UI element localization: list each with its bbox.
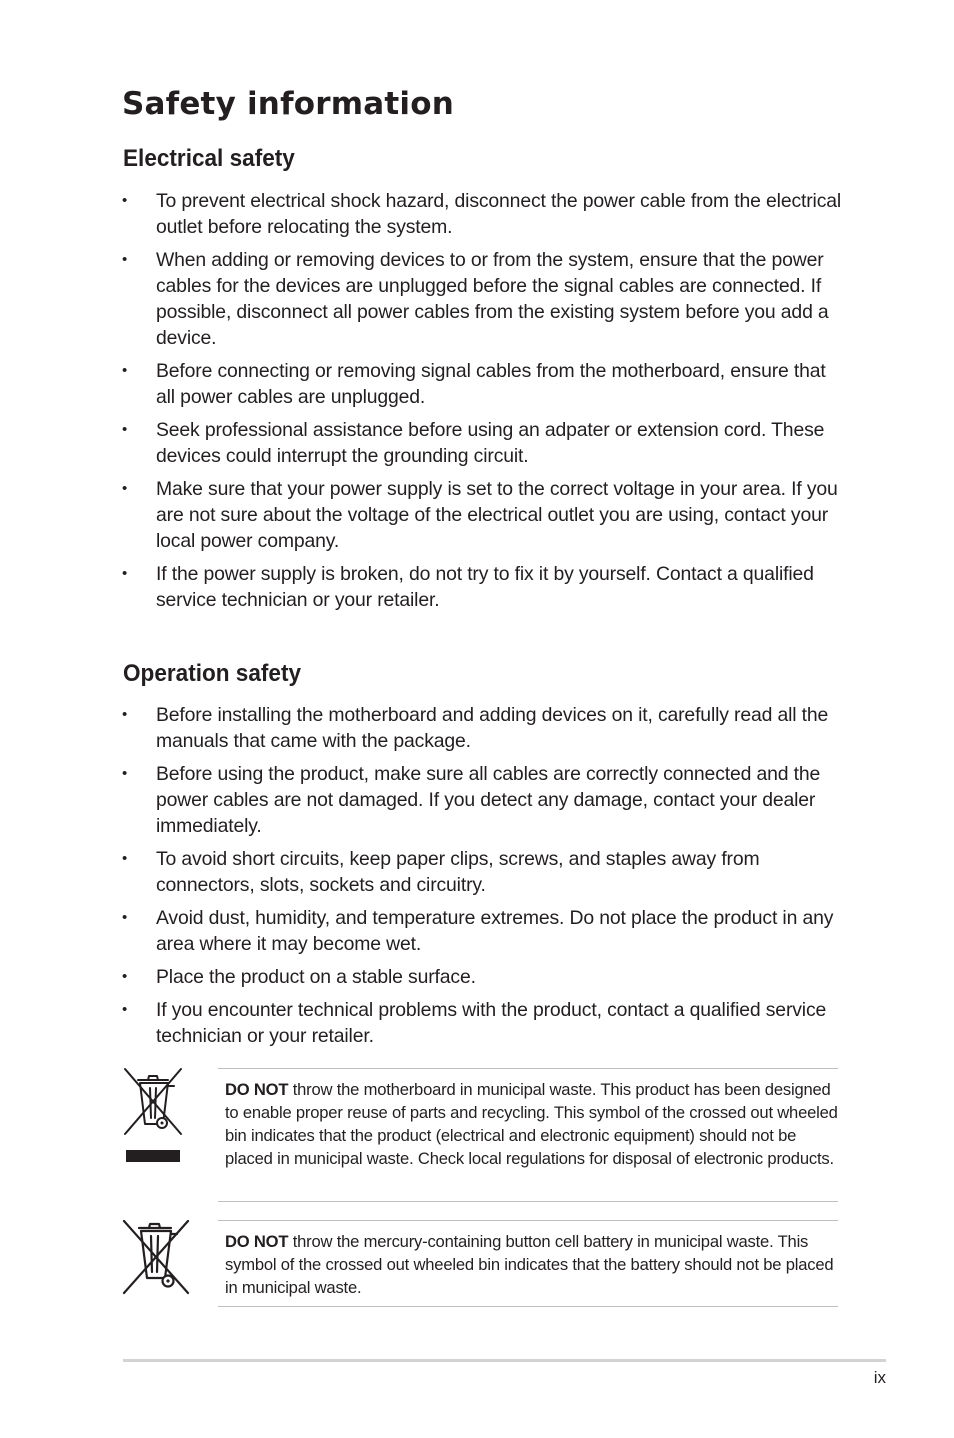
list-item-text: If the power supply is broken, do not try to fix it by yourself. Contact a qualified service technician or your retailer. [156, 563, 814, 611]
list-item-text: Before installing the motherboard and adding devices on it, carefully read all the manuals that came with the package. [156, 704, 829, 752]
list-item [122, 247, 844, 351]
list-item-text: Avoid dust, humidity, and temperature extremes. Do not place the product in any area where it may become wet. [156, 907, 834, 955]
bullet: • [122, 251, 128, 268]
operation-safety-heading: Operation safety [123, 660, 302, 687]
list-item-text: Seek professional assistance before using an adpater or extension cord. These devices could interrupt the grounding circuit. [156, 419, 825, 467]
list-item-text: If you encounter technical problems with the product, contact a qualified service technician or your retailer. [156, 999, 827, 1047]
list-item [122, 476, 844, 554]
list-item [122, 358, 844, 410]
footer-divider [123, 1359, 886, 1362]
page-title: Safety information [122, 86, 454, 122]
list-item [122, 997, 844, 1049]
list-item [122, 188, 844, 240]
list-item [122, 561, 844, 613]
bullet: • [122, 765, 128, 782]
bullet: • [122, 1001, 128, 1018]
crossed-out-wheeled-bin-icon [122, 1066, 184, 1164]
notice-body: throw the mercury-containing button cell battery in municipal waste. This symbol of the crossed out wheeled bin indicates that the battery should not be placed in municipal waste. [225, 1232, 834, 1297]
bullet: • [122, 850, 128, 867]
electrical-safety-heading: Electrical safety [123, 145, 295, 172]
bullet: • [122, 909, 128, 926]
list-item [122, 964, 844, 990]
list-item-text: To avoid short circuits, keep paper clips, screws, and staples away from connectors, slots, sockets and circuitry. [156, 848, 760, 896]
list-item-text: Before using the product, make sure all cables are correctly connected and the power cables are not damaged. If you detect any damage, contact your dealer immediately. [156, 763, 821, 837]
list-item-text: Make sure that your power supply is set to the correct voltage in your area. If you are not sure about the voltage of the electrical outlet you are using, contact your local power company. [156, 478, 838, 552]
list-item [122, 702, 844, 754]
list-item-text: When adding or removing devices to or from the system, ensure that the power cables for the devices are unplugged before the signal cables are connected. If possible, disconnect all power cables from the existing system before you add a device. [156, 249, 829, 349]
notice-bold: DO NOT [225, 1080, 289, 1099]
page-number: ix [873, 1368, 886, 1387]
notice-box [218, 1220, 838, 1307]
notice-text [218, 1069, 838, 1170]
notice-box [218, 1068, 838, 1202]
bullet: • [122, 968, 128, 985]
list-item [122, 417, 844, 469]
notice-text [218, 1221, 838, 1299]
list-item [122, 761, 844, 839]
list-item [122, 846, 844, 898]
bullet: • [122, 706, 128, 723]
list-item-text: To prevent electrical shock hazard, disconnect the power cable from the electrical outlet before relocating the system. [156, 190, 842, 238]
bullet: • [122, 421, 128, 438]
notice-bold: DO NOT [225, 1232, 289, 1251]
bullet: • [122, 362, 128, 379]
electrical-safety-list [122, 188, 844, 620]
notice-body: throw the motherboard in municipal waste. This product has been designed to enable proper reuse of parts and recycling. This symbol of the crossed out wheeled bin indicates that the product (electrical and electronic equipment) should not be placed in municipal waste. Check local regulations for disposal of electronic products. [225, 1080, 838, 1168]
list-item [122, 905, 844, 957]
operation-safety-list [122, 702, 844, 1056]
bullet: • [122, 480, 128, 497]
crossed-out-battery-bin-icon [121, 1218, 191, 1296]
bullet: • [122, 565, 128, 582]
list-item-text: Place the product on a stable surface. [156, 966, 476, 988]
bullet: • [122, 192, 128, 209]
list-item-text: Before connecting or removing signal cables from the motherboard, ensure that all power cables are unplugged. [156, 360, 826, 408]
